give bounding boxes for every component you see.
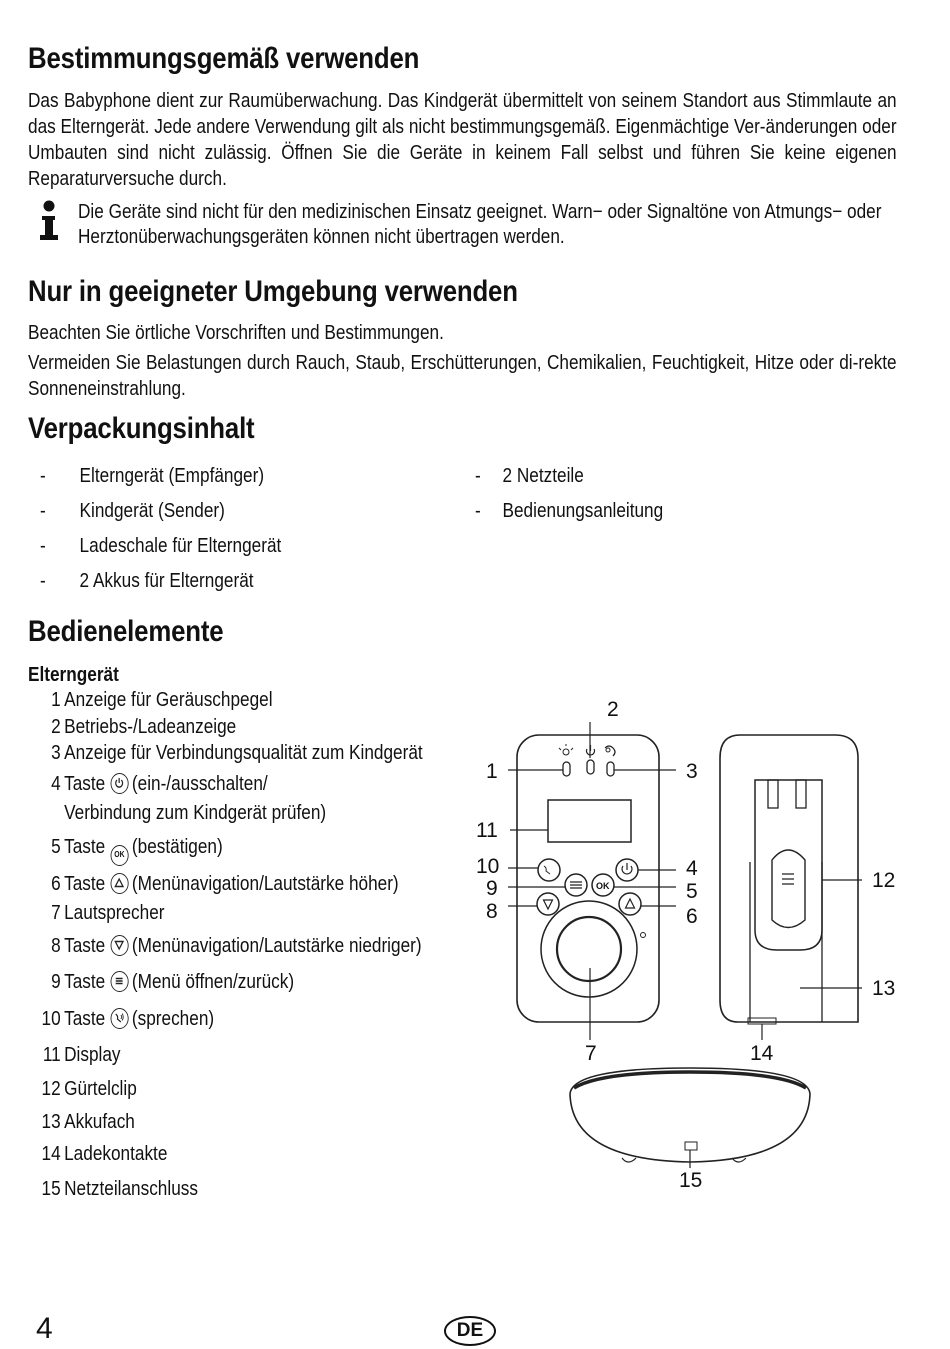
up-button <box>619 893 641 915</box>
list-dash: - <box>40 570 46 592</box>
control-desc: (Menünavigation/Lautstärke höher) <box>131 873 399 895</box>
intended-use-text: Das Babyphone dient zur Raumüberwachung. Das Kindgerät übermittelt von seinem Standort aus Stimmlaute an das Elterngerät. Jede andere Verwendung gilt als nicht bestimmungsgemäß. Eigenmächtige Ver-änderungen oder Umbauten sind nicht zulässig. Öffnen Sie die Geräte in keinem Fall selbst und führen Sie keine eigenen Reparaturversuche durch. <box>28 90 897 190</box>
arrow-up-icon <box>110 873 128 894</box>
callout-7: 7 <box>585 1042 597 1065</box>
control-text <box>64 934 421 958</box>
page-number: 4 <box>36 1312 53 1345</box>
link-quality-icon <box>605 746 615 756</box>
control-number: 9 <box>51 971 61 993</box>
control-text: Lautsprecher <box>64 902 165 924</box>
control-pre: Taste <box>64 836 106 858</box>
list-item-label: 2 Akkus für Elterngerät <box>79 570 254 592</box>
list-dash: - <box>40 465 46 487</box>
control-pre: Taste <box>64 773 106 795</box>
speaker-ring <box>541 901 637 997</box>
control-text: Netzteilanschluss <box>64 1178 198 1200</box>
control-number: 4 <box>51 773 61 795</box>
control-text-continued: Verbindung zum Kindgerät prüfen) <box>64 802 327 824</box>
callout-13: 13 <box>872 977 896 1000</box>
control-desc: (sprechen) <box>131 1008 215 1030</box>
info-note-text: Die Geräte sind nicht für den medizinischen Einsatz geeignet. Warn− oder Signaltöne von Atmungs− oder Herztonüberwachungsgeräten können nicht übertragen werden. <box>78 201 882 248</box>
callout-8: 8 <box>486 900 498 923</box>
control-desc: (Menü öffnen/zurück) <box>131 971 295 993</box>
list-dash: - <box>40 500 46 522</box>
control-text: Ladekontakte <box>64 1143 168 1165</box>
ok-button-label: OK <box>596 881 610 891</box>
callout-1: 1 <box>486 760 498 783</box>
section-title-package-contents: Verpackungsinhalt <box>28 412 255 445</box>
charging-contacts <box>748 1018 776 1024</box>
power-icon <box>110 773 128 794</box>
menu-icon <box>110 971 128 992</box>
talk-icon <box>110 1008 128 1029</box>
list-item-label: Elterngerät (Empfänger) <box>79 465 265 487</box>
environment-text-1: Beachten Sie örtliche Vorschriften und Bestimmungen. <box>28 322 444 344</box>
callout-5: 5 <box>686 880 698 903</box>
controls-subtitle: Elterngerät <box>28 664 119 686</box>
callout-9: 9 <box>486 877 498 900</box>
control-pre: Taste <box>64 935 106 957</box>
control-number: 13 <box>41 1111 61 1133</box>
control-text <box>64 772 268 796</box>
control-number: 3 <box>51 742 61 764</box>
callout-12: 12 <box>872 869 896 892</box>
belt-clip <box>755 780 822 950</box>
parent-unit-front <box>517 735 659 1022</box>
arrow-down-icon <box>110 935 128 956</box>
callout-4: 4 <box>686 857 698 880</box>
control-text: Anzeige für Verbindungsqualität zum Kindgerät <box>64 742 423 764</box>
control-number: 10 <box>41 1008 61 1030</box>
callout-6: 6 <box>686 905 698 928</box>
down-button <box>537 893 559 915</box>
charging-cradle <box>570 1068 810 1162</box>
control-number: 5 <box>51 836 61 858</box>
control-desc: (Menünavigation/Lautstärke niedriger) <box>131 935 422 957</box>
control-text <box>64 1007 214 1031</box>
speaker <box>557 917 621 981</box>
control-desc: (ein-/ausschalten/ <box>131 773 268 795</box>
control-text <box>64 970 294 994</box>
section-title-controls: Bedienelemente <box>28 615 224 648</box>
list-dash: - <box>475 465 481 487</box>
control-number: 14 <box>41 1143 61 1165</box>
talk-button <box>538 859 560 881</box>
callout-14: 14 <box>750 1042 774 1065</box>
control-text: Gürtelclip <box>64 1078 137 1100</box>
control-number: 12 <box>41 1078 61 1100</box>
callout-11: 11 <box>476 819 498 842</box>
noise-level-icon <box>559 744 573 755</box>
callout-15: 15 <box>679 1169 703 1192</box>
control-number: 2 <box>51 716 61 738</box>
section-title-intended-use: Bestimmungsgemäß verwenden <box>28 42 420 75</box>
control-text: Akkufach <box>64 1111 135 1133</box>
callout-2: 2 <box>607 698 619 721</box>
list-dash: - <box>40 535 46 557</box>
callout-10: 10 <box>476 855 500 878</box>
led-2 <box>587 760 594 774</box>
microphone-hole <box>641 933 646 938</box>
control-text <box>64 872 399 896</box>
section-title-environment: Nur in geeigneter Umgebung verwenden <box>28 275 518 308</box>
control-number: 7 <box>51 902 61 924</box>
info-icon <box>36 200 62 242</box>
control-number: 8 <box>51 935 61 957</box>
control-pre: Taste <box>64 873 106 895</box>
device-diagram <box>470 690 910 1200</box>
control-text: Display <box>64 1044 121 1066</box>
control-text <box>64 835 223 866</box>
control-text: Anzeige für Geräuschpegel <box>64 689 273 711</box>
ok-icon: OK <box>110 845 128 866</box>
control-desc: (bestätigen) <box>131 836 223 858</box>
control-number: 15 <box>41 1178 61 1200</box>
list-item-label: Kindgerät (Sender) <box>79 500 225 522</box>
list-item-label: Bedienungsanleitung <box>502 500 664 522</box>
power-socket <box>685 1142 697 1150</box>
environment-text-2: Vermeiden Sie Belastungen durch Rauch, Staub, Erschütterungen, Chemikalien, Feuchtigkeit, Hitze oder di-rekte Sonneneinstrahlung. <box>28 352 897 400</box>
list-dash: - <box>475 500 481 522</box>
led-1 <box>563 762 570 776</box>
list-item-label: Ladeschale für Elterngerät <box>79 535 282 557</box>
control-pre: Taste <box>64 1008 106 1030</box>
control-text: Betriebs-/Ladeanzeige <box>64 716 237 738</box>
control-number: 6 <box>51 873 61 895</box>
control-number: 1 <box>51 689 61 711</box>
display <box>548 800 631 842</box>
list-item-label: 2 Netzteile <box>502 465 584 487</box>
led-3 <box>607 762 614 776</box>
control-number: 11 <box>42 1044 61 1066</box>
callout-3: 3 <box>686 760 698 783</box>
language-badge: DE <box>444 1316 496 1346</box>
control-pre: Taste <box>64 971 106 993</box>
